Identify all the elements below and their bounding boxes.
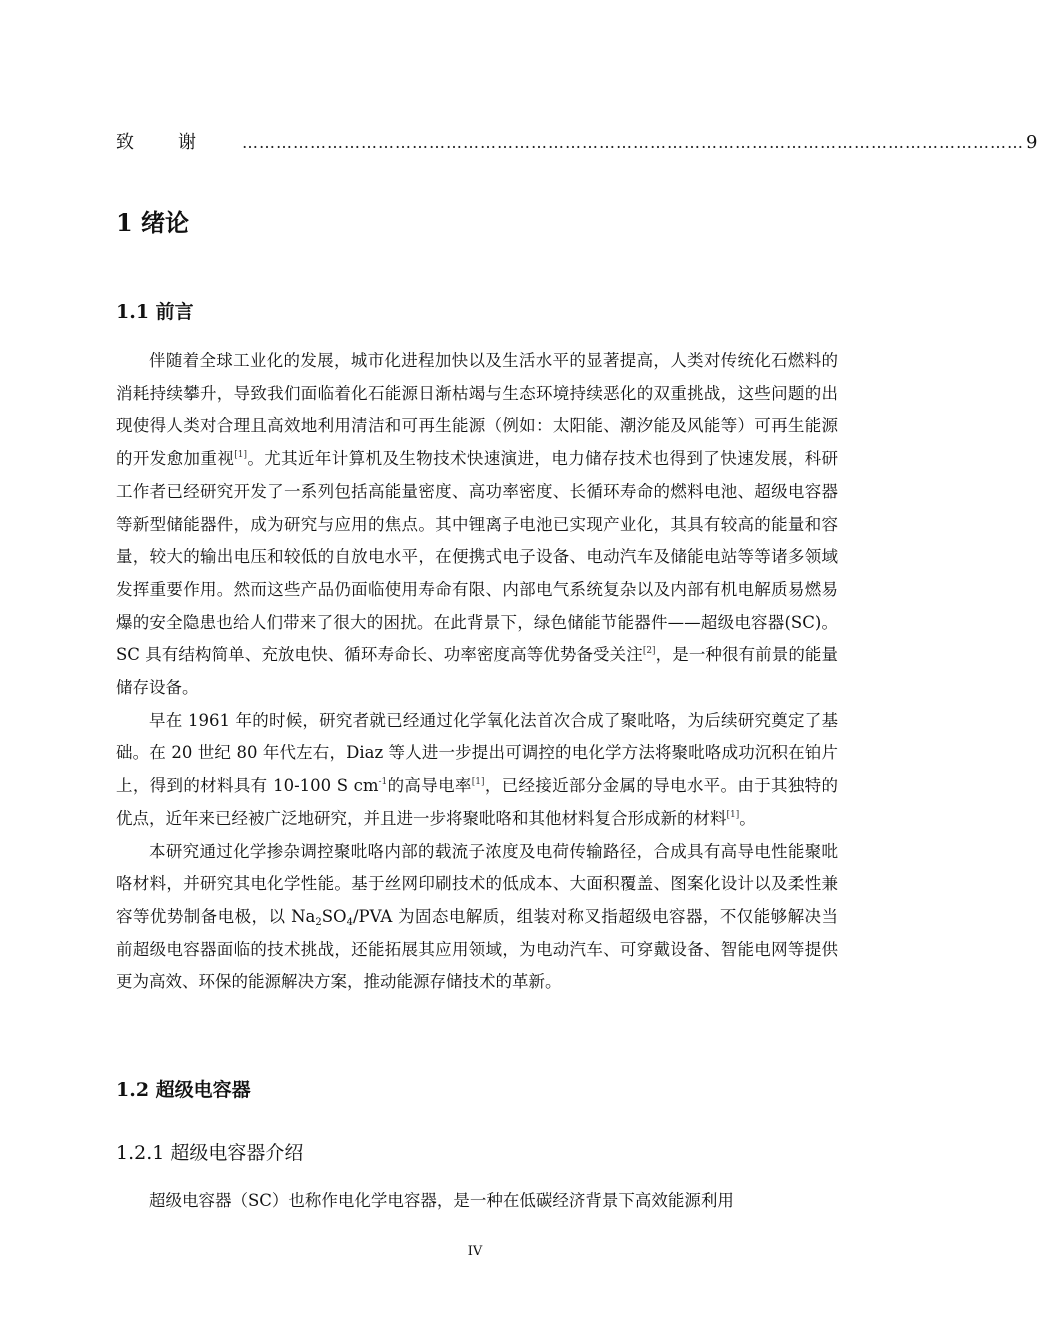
formula-subscript: 2 (315, 916, 322, 928)
paragraph-4: 超级电容器（SC）也称作电化学电容器，是一种在低碳经济背景下高效能源利用 (149, 1191, 734, 1210)
toc-leader-dots: ………………………………………………………………………………………………………………………… (242, 133, 1024, 152)
toc-page-number: 9 (1026, 132, 1037, 153)
citation-ref: [2] (642, 646, 656, 657)
paragraph-2: 早在 1961 年的时候，研究者就已经通过化学氧化法首次合成了聚吡咯，为后续研究奠定了基础。在 20 世纪 80 年代左右，Diaz 等人进一步提出可调控的电化学方法将聚吡咯成功沉积在铂片上，得到的材料具有 10-100 S $cm^{-1}$的高导电率[1]，已经接近部分金属的导电水平。由于其独特的优点，近年来已经被广泛地研究，并且进一步将聚吡咯和其他材料复合形成新的材料[1]。 (116, 710, 838, 828)
citation-ref: [1] (471, 777, 485, 788)
formula-subscript: 4 (346, 916, 353, 928)
body-text-section-1-1 (116, 345, 838, 999)
chapter-heading: 1 绪论 (116, 208, 190, 237)
paragraph-1: 伴随着全球工业化的发展，城市化进程加快以及生活水平的显著提高，人类对传统化石燃料的消耗持续攀升，导致我们面临着化石能源日渐枯竭与生态环境持续恶化的双重挑战，这些问题的出现使得人类对合理且高效地利用清洁和可再生能源（例如：太阳能、潮汐能及风能等）可再生能源的开发愈加重视[1]。尤其近年计算机及生物技术快速演进，电力储存技术也得到了快速发展，科研工作者已经研究开发了一系列包括高能量密度、高功率密度、长循环寿命的燃料电池、超级电容器等新型储能器件，成为研究与应用的焦点。其中锂离子电池已实现产业化，其具有较高的能量和容量，较大的输出电压和较低的自放电水平，在便携式电子设备、电动汽车及储能电站等等诸多领域发挥重要作用。然而这些产品仍面临使用寿命有限、内部电气系统复杂以及内部有机电解质易燃易爆的安全隐患也给人们带来了很大的困扰。在此背景下，绿色储能节能器件——超级电容器(SC)。SC 具有结构简单、充放电快、循环寿命长、功率密度高等优势备受关注[2]，是一种很有前景的能量储存设备。 (116, 351, 839, 698)
paragraph-3: 本研究通过化学掺杂调控聚吡咯内部的载流子浓度及电荷传输路径，合成具有高导电性能聚吡咯材料，并研究其电化学性能。基于丝网印刷技术的低成本、大面积覆盖、图案化设计以及柔性兼容等优势制备电极，以 $Na_2SO_4$/PVA 为固态电解质，组装对称叉指超级电容器，不仅能够解决当前超级电容器面临的技术挑战，还能拓展其应用领域，为电动汽车、可穿戴设备、智能电网等提供更为高效、环保的能源解决方案，推动能源存储技术的革新。 (116, 841, 838, 992)
unit-exponent: -1 (378, 777, 388, 788)
toc-entry-acknowledgements[interactable] (116, 128, 1037, 156)
subsection-heading-1-2-1: 1.2.1 超级电容器介绍 (116, 1142, 304, 1164)
citation-ref: [1] (726, 809, 740, 820)
section-heading-1-2: 1.2 超级电容器 (116, 1079, 251, 1101)
body-text-section-1-2-1 (116, 1185, 838, 1218)
toc-entry-title: 致谢 (116, 132, 240, 153)
section-heading-1-1: 1.1 前言 (116, 301, 194, 323)
citation-ref: [1] (234, 450, 247, 461)
page-number-footer: IV (467, 1244, 483, 1259)
